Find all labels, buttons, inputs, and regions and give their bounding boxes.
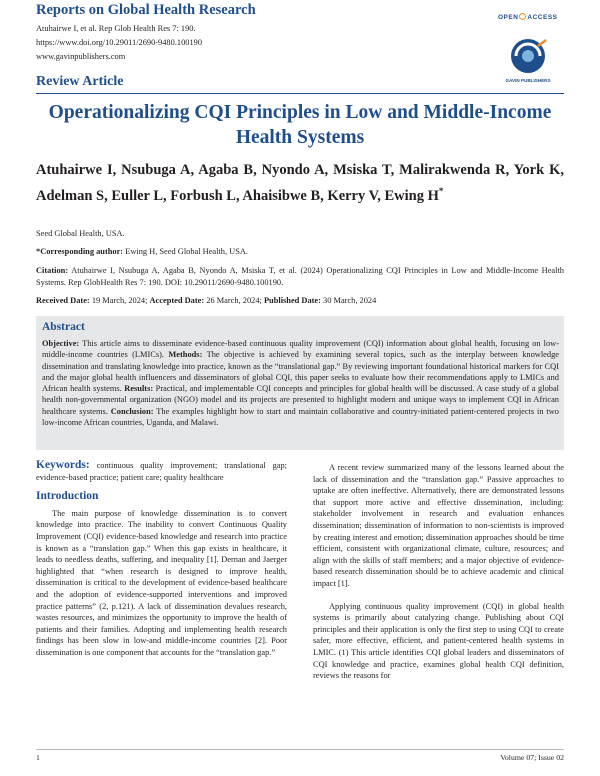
page-number: 1 xyxy=(36,753,40,762)
citation-short: Atuhairwe I, et al. Rep Glob Health Res 7: 190. xyxy=(36,24,196,33)
author-list: Atuhairwe I, Nsubuga A, Agaba B, Nyondo A, Msiska T, Malirakwenda R, York K, Adelman S, Euller L, Forbush L, Ahaisibwe B, Kerry V, Ewing H* xyxy=(36,162,564,204)
citation-block: Citation: Atuhairwe I, Nsubuga A, Agaba B, Nyondo A, Msiska T, et al. (2024) Operationalizing CQI Principles in Low and Middle-Income Health Systems. Rep GlobHealth Res 7: 190. DOI: 10.29011/2690-9480.100190. xyxy=(36,266,564,287)
right-column xyxy=(313,462,564,682)
open-access-icon xyxy=(519,13,526,20)
corresponding-marker: * xyxy=(438,186,444,196)
publisher-logo xyxy=(498,36,558,88)
article-title: Operationalizing CQI Principles in Low and Middle-Income Health Systems xyxy=(48,102,552,148)
doi-link[interactable]: https://www.doi.org/10.29011/2690-9480.100190 xyxy=(36,38,203,47)
publisher-logo-text: GAVIN PUBLISHERS xyxy=(505,78,551,83)
body-paragraph-2: Applying continuous quality improvement (CQI) in global health systems is primarily about catalyzing change. Publishing about CQI principles and their application is only the first step to using CQI to create safer, more effective, efficient, and patient-centered health systems in LMIC. (1) This article identifies CQI global leaders and disseminators of CQI knowledge and practice, examines global health CQI definition, reviews the reasons for xyxy=(313,601,564,681)
affiliation: Seed Global Health, USA. xyxy=(36,229,125,238)
volume-issue: Volume 07; Issue 02 xyxy=(500,753,564,762)
article-type: Review Article xyxy=(36,74,124,89)
journal-title: Reports on Global Health Research xyxy=(36,2,256,18)
header-divider xyxy=(36,93,564,94)
abstract-heading: Abstract xyxy=(42,321,85,333)
left-column xyxy=(36,460,287,659)
keywords: Keywords: continuous quality improvement; translational gap; evidence-based practice; patient care; quality healthcare xyxy=(36,459,287,482)
introduction-heading: Introduction xyxy=(36,490,99,503)
abstract-body: Objective: This article aims to disseminate evidence-based continuous quality improvement (CQI) information about global health, focusing on low-middle-income countries (LMICs). Methods: The objective is achieved by examining several topics, such as the interplay between knowledge dissemination and translating knowledge into practice, known as the “translational gap.” By reviewing important foundational historical markers for CQI and the major global health influencers and disseminators of global CQI, this paper seeks to evaluate how their recommendations apply to LMICs and African health systems. Results: Practical, and implementable CQI concepts and principles for global health will be discussed. A case study of a global health non-governmental organization (NGO) model and its projects are presented to highlight modern and unique ways to implement CQI in African healthcare systems. Conclusion: The examples highlight how to start and maintain collaborative and country-initiated patient-centered projects in two low-income African countries, Uganda, and Malawi. xyxy=(42,339,559,428)
open-access-label: OPEN ACCESS xyxy=(498,14,558,21)
body-paragraph-1: A recent review summarized many of the lessons learned about the lack of dissemination and the “translation gap.” Passive approaches to uptake are often ineffective. Alternatively, there are demonstrated lessons that support more active and effective dissemination, including: stakeholder involvement in research and evaluation enhances dissemination; dissemination of information to non-scientists is improved by creating interest and emotion; dissemination approaches should be time efficient, consistent with organizational climate, culture, resources; and align with the skills of staff members; and a major objective of evidence-based research dissemination should be to achieve academic and clinical impact [1]. xyxy=(313,463,564,588)
footer-divider xyxy=(36,749,564,750)
introduction-paragraph: The main purpose of knowledge dissemination is to convert knowledge into practice. The inability to convert Continuous Quality Improvement (CQI) evidence-based knowledge and research into practice is known as a “translation gap.” When this gap exists in healthcare, it leads to needless deaths, suffering, and inequality [1]. Dernan and Jaerger highlighted that “when research is designed to improve health, dissemination is critical to the development of evidence-based healthcare and the adoption of evidence-supported interventions and improved practice patterns” (2, p.121). A lack of dissemination devalues research, wastes resources, and minimizes the opportunity to improve the health of patients and their families. Adopting and implementing health research findings has been slow in low-and middle-income countries [2]. Poor dissemination is one component that accounts for the “translation gap.” xyxy=(36,508,287,657)
website-link[interactable]: www.gavinpublishers.com xyxy=(36,52,126,61)
corresponding-author: *Corresponding author: Ewing H, Seed Global Health, USA. xyxy=(36,247,249,256)
article-dates: Received Date: 19 March, 2024; Accepted Date: 26 March, 2024; Published Date: 30 March, 2024 xyxy=(36,296,377,305)
